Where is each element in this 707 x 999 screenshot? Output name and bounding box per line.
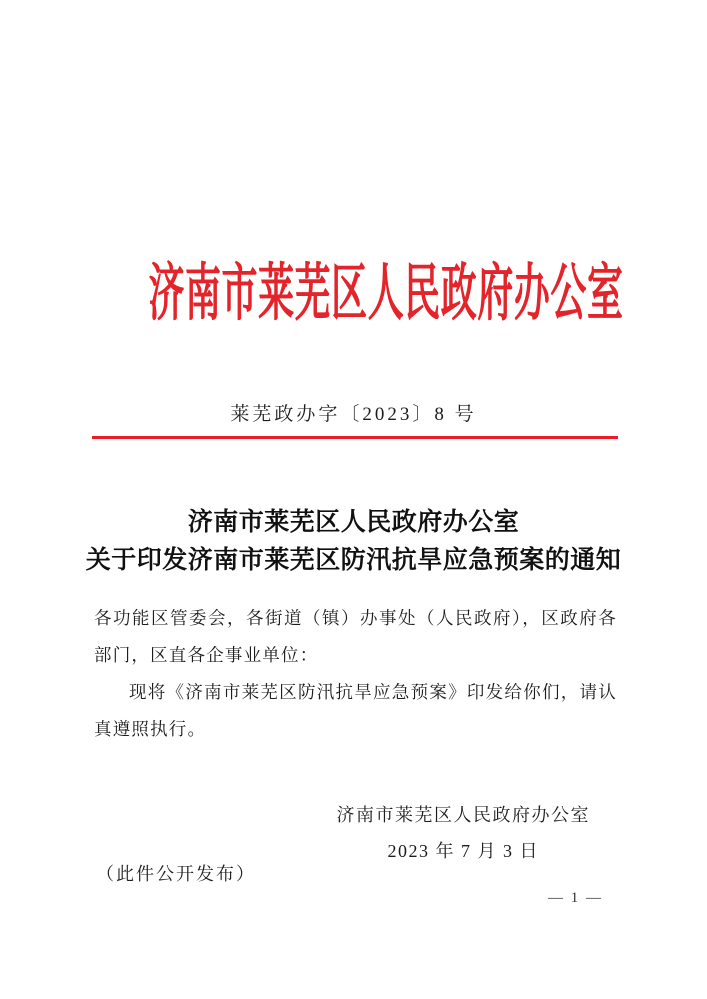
- signature-block: [337, 797, 591, 869]
- body-paragraph: 现将《济南市莱芜区防汛抗旱应急预案》印发给你们，请认真遵照执行。: [94, 682, 617, 739]
- masthead-title: 济南市莱芜区人民政府办公室: [148, 260, 624, 328]
- notice-title-line2: 关于印发济南市莱芜区防汛抗旱应急预案的通知: [85, 547, 622, 574]
- release-note: （此件公开发布）: [96, 864, 256, 884]
- signature-date: 2023 年 7 月 3 日: [387, 841, 539, 861]
- notice-title: [0, 504, 707, 580]
- doc-number: 莱芜政办字〔2023〕8 号: [230, 404, 477, 425]
- red-divider-line: [92, 436, 618, 439]
- body-text: [94, 600, 617, 748]
- signer-name: 济南市莱芜区人民政府办公室: [336, 805, 590, 825]
- salutation-paragraph: 各功能区管委会，各街道（镇）办事处（人民政府），区政府各部门，区直各企事业单位：: [94, 608, 617, 665]
- page-number: — 1 —: [548, 890, 603, 906]
- notice-title-line1: 济南市莱芜区人民政府办公室: [187, 509, 520, 536]
